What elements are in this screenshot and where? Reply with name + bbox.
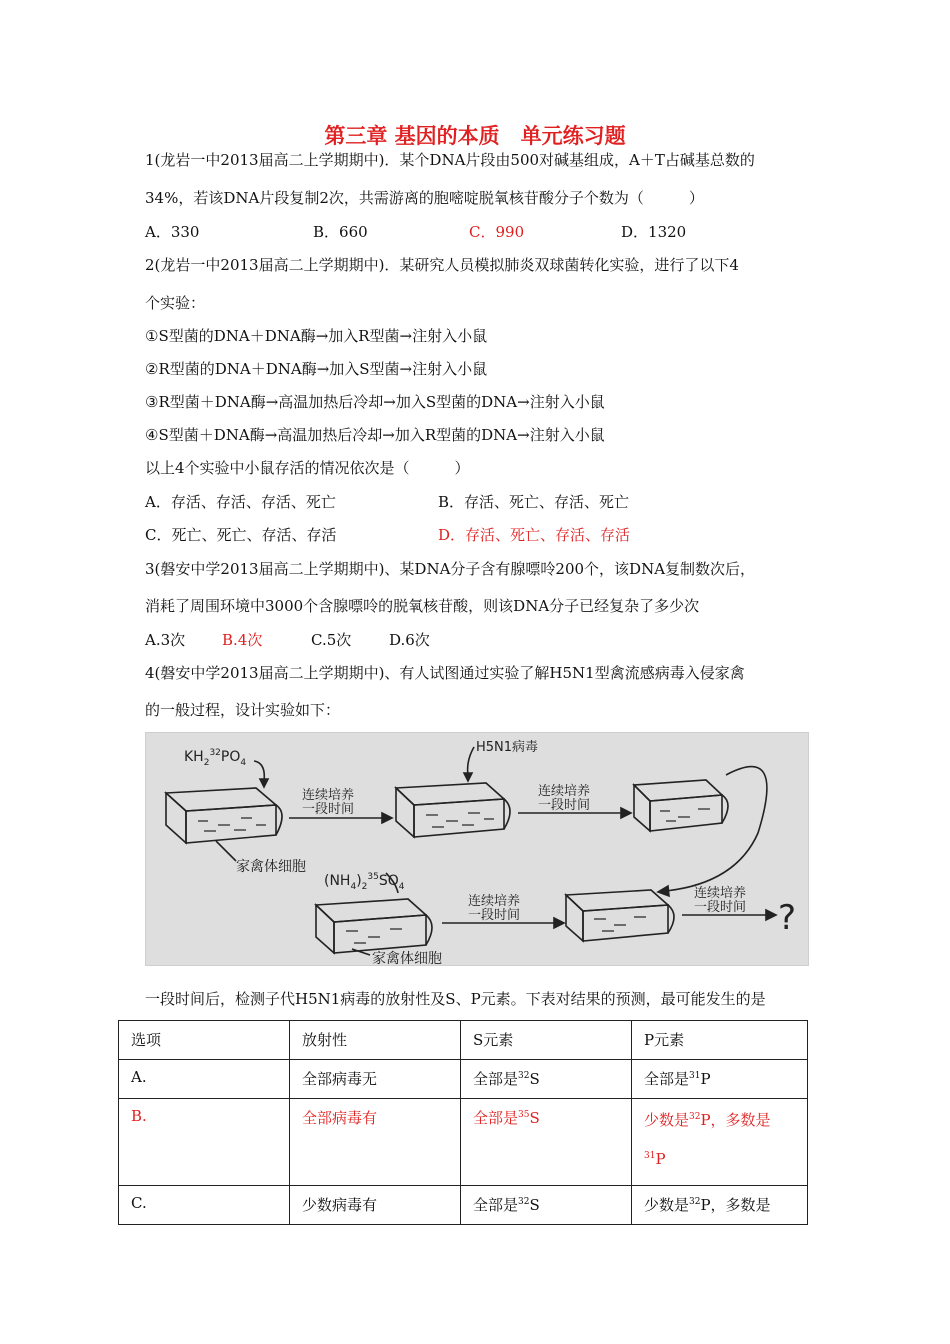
row-b-p: 少数是$^{32}$P，多数是 $^{31}$P	[632, 1099, 808, 1186]
cell-block-5	[566, 890, 674, 941]
page-title: 第三章 基因的本质 单元练习题	[324, 124, 626, 148]
q3-option-a: A.3次	[145, 631, 186, 649]
culture-label-2b: 一段时间	[538, 798, 591, 813]
cell-block-1	[166, 788, 282, 843]
row-b-option: B.	[119, 1099, 290, 1186]
experiment-figure	[145, 732, 809, 966]
culture-label-2a: 连续培养	[538, 784, 591, 799]
row-c-s: 全部是$^{32}$S	[461, 1186, 632, 1225]
q2-option-b: B．存活、死亡、存活、死亡	[438, 493, 630, 511]
row-a-s: 全部是$^{32}$S	[461, 1060, 632, 1099]
row-a-radioactivity: 全部病毒无	[290, 1060, 461, 1099]
q1-option-b: B．660	[313, 223, 368, 241]
culture-label-3a: 连续培养	[468, 894, 521, 909]
q1-option-a: A．330	[145, 223, 200, 241]
q2-line1: 2(龙岩一中2013届高二上学期期中)．某研究人员模拟肺炎双球菌转化实验，进行了以下4	[145, 256, 739, 274]
q3-line1: 3(磐安中学2013届高二上学期期中)、某DNA分子含有腺嘌呤200个，该DNA复制数次后，	[145, 560, 756, 578]
label-h5n1: H5N1病毒	[476, 740, 539, 755]
cell-block-4	[316, 899, 432, 953]
header-s-element: S元素	[461, 1021, 632, 1060]
q2-line2: 个实验：	[145, 294, 206, 312]
q2-option-c: C．死亡、死亡、存活、存活	[145, 526, 337, 544]
q3-line2: 消耗了周围环境中3000个含腺嘌呤的脱氧核苷酸，则该DNA分子已经复杂了多少次	[145, 597, 700, 615]
row-b-s: 全部是$^{35}$S	[461, 1099, 632, 1186]
culture-label-1a: 连续培养	[302, 788, 355, 803]
q2-exp-1: ①S型菌的DNA＋DNA酶→加入R型菌→注射入小鼠	[145, 327, 488, 345]
cell-block-3	[634, 780, 728, 831]
cell-block-2	[396, 783, 510, 837]
q3-option-b: B.4次	[222, 631, 263, 649]
q2-option-a: A．存活、存活、存活、死亡	[145, 493, 336, 511]
q1-option-c: C．990	[469, 223, 525, 241]
table-row	[119, 1099, 808, 1186]
result-table	[118, 1020, 808, 1225]
table-row	[119, 1060, 808, 1099]
culture-label-1b: 一段时间	[302, 802, 355, 817]
table-header-row	[119, 1021, 808, 1060]
header-radioactivity: 放射性	[290, 1021, 461, 1060]
q4-line1: 4(磐安中学2013届高二上学期期中)、有人试图通过实验了解H5N1型禽流感病毒入侵家禽	[145, 664, 745, 682]
q1-line2: 34%，若该DNA片段复制2次，共需游离的胞嘧啶脱氧核苷酸分子个数为（ ）	[145, 189, 704, 207]
label-nh4so4: $(NH_4)_2^{35}SO_4$	[324, 872, 405, 892]
row-a-p: 全部是$^{31}$P	[632, 1060, 808, 1099]
q3-option-c: C.5次	[311, 631, 352, 649]
q3-option-d: D.6次	[389, 631, 430, 649]
q2-stem: 以上4个实验中小鼠存活的情况依次是（ ）	[145, 459, 470, 477]
q1-line1: 1(龙岩一中2013届高二上学期期中)．某个DNA片段由500对碱基组成，A＋T占碱基总数的	[145, 151, 755, 169]
q4-after-text: 一段时间后，检测子代H5N1病毒的放射性及S、P元素。下表对结果的预测，最可能发生的是	[145, 990, 766, 1008]
row-a-option: A.	[119, 1060, 290, 1099]
q2-option-d: D．存活、死亡、存活、存活	[438, 526, 631, 544]
culture-label-3b: 一段时间	[468, 908, 521, 923]
row-c-option: C.	[119, 1186, 290, 1225]
row-b-radioactivity: 全部病毒有	[290, 1099, 461, 1186]
q4-line2: 的一般过程，设计实验如下：	[145, 701, 341, 719]
q2-exp-2: ②R型菌的DNA＋DNA酶→加入S型菌→注射入小鼠	[145, 360, 488, 378]
label-kh2po4: $KH_2^{32}PO_4$	[184, 748, 247, 768]
label-cell-1: 家禽体细胞	[236, 859, 306, 875]
row-c-radioactivity: 少数病毒有	[290, 1186, 461, 1225]
culture-label-4a: 连续培养	[694, 886, 747, 901]
culture-label-4b: 一段时间	[694, 900, 747, 915]
header-p-element: P元素	[632, 1021, 808, 1060]
curved-arrow	[666, 767, 767, 891]
row-c-p: 少数是$^{32}$P，多数是	[632, 1186, 808, 1225]
label-cell-2: 家禽体细胞	[372, 951, 442, 965]
table-row	[119, 1186, 808, 1225]
q1-option-d: D．1320	[621, 223, 687, 241]
question-mark: ?	[778, 898, 797, 938]
q2-exp-4: ④S型菌＋DNA酶→高温加热后冷却→加入R型菌的DNA→注射入小鼠	[145, 426, 605, 444]
header-option: 选项	[119, 1021, 290, 1060]
q2-exp-3: ③R型菌＋DNA酶→高温加热后冷却→加入S型菌的DNA→注射入小鼠	[145, 393, 605, 411]
